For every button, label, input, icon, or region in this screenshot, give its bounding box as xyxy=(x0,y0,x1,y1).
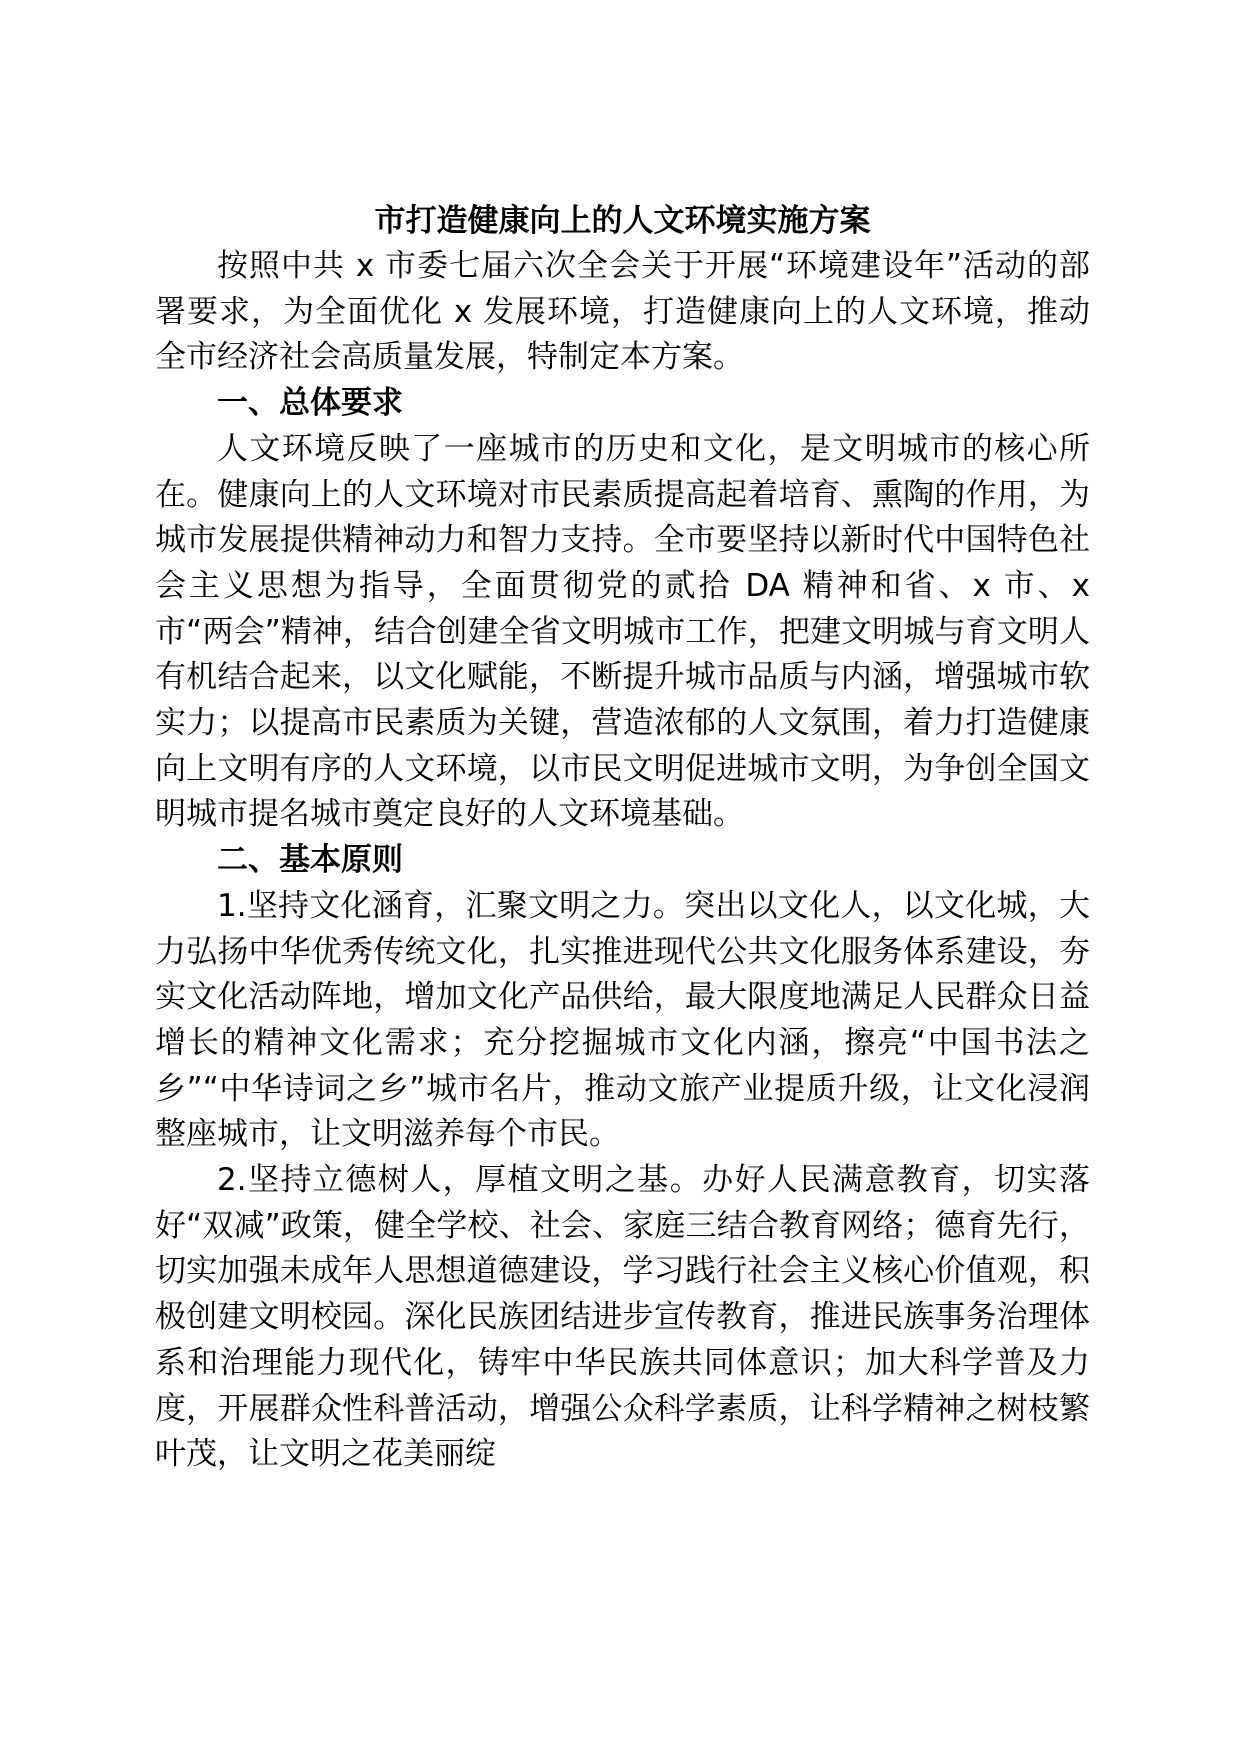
document-title: 市打造健康向上的人文环境实施方案 xyxy=(374,203,871,239)
principle-2-paragraph: 2.坚持立德树人，厚植文明之基。办好人民满意教育，切实落好“双减”政策，健全学校、社会、家庭三结合教育网络；德育先行，切实加强未成年人思想道德建设，学习践行社会主义核心价值观，积极创建文明校园。深化民族团结进步宣传教育，推进民族事务治理体系和治理能力现代化，铸牢中华民族共同体意识；加大科学普及力度，开展群众性科普活动，增强公众科学素质，让科学精神之树枝繁叶茂，让文明之花美丽绽 xyxy=(155,1162,1090,1473)
intro-paragraph: 按照中共 x 市委七届六次全会关于开展“环境建设年”活动的部署要求，为全面优化 x 发展环境，打造健康向上的人文环境，推动全市经济社会高质量发展，特制定本方案。 xyxy=(155,248,1090,376)
section-2-heading: 二、基本原则 xyxy=(217,842,403,879)
principle-1-paragraph: 1.坚持文化涵育，汇聚文明之力。突出以文化人，以文化城，大力弘扬中华优秀传统文化，扎实推进现代公共文化服务体系建设，夯实文化活动阵地，增加文化产品供给，最大限度地满足人民群众日益增长的精神文化需求；充分挖掘城市文化内涵，擦亮“中国书法之乡”“中华诗词之乡”城市名片，推动文旅产业提质升级，让文化浸润整座城市，让文明滋养每个市民。 xyxy=(155,887,1090,1153)
document-body xyxy=(155,198,1090,1478)
section-1-heading: 一、总体要求 xyxy=(217,385,403,422)
section-1-paragraph: 人文环境反映了一座城市的历史和文化，是文明城市的核心所在。健康向上的人文环境对市民素质提高起着培育、熏陶的作用，为城市发展提供精神动力和智力支持。全市要坚持以新时代中国特色社会主义思想为指导，全面贯彻党的贰拾 DA 精神和省、x 市、x 市“两会”精神，结合创建全省文明城市工作，把建文明城与育文明人有机结合起来，以文化赋能，不断提升城市品质与内涵，增强城市软实力；以提高市民素质为关键，营造浓郁的人文氛围，着力打造健康向上文明有序的人文环境，以市民文明促进城市文明，为争创全国文明城市提名城市奠定良好的人文环境基础。 xyxy=(155,430,1090,833)
